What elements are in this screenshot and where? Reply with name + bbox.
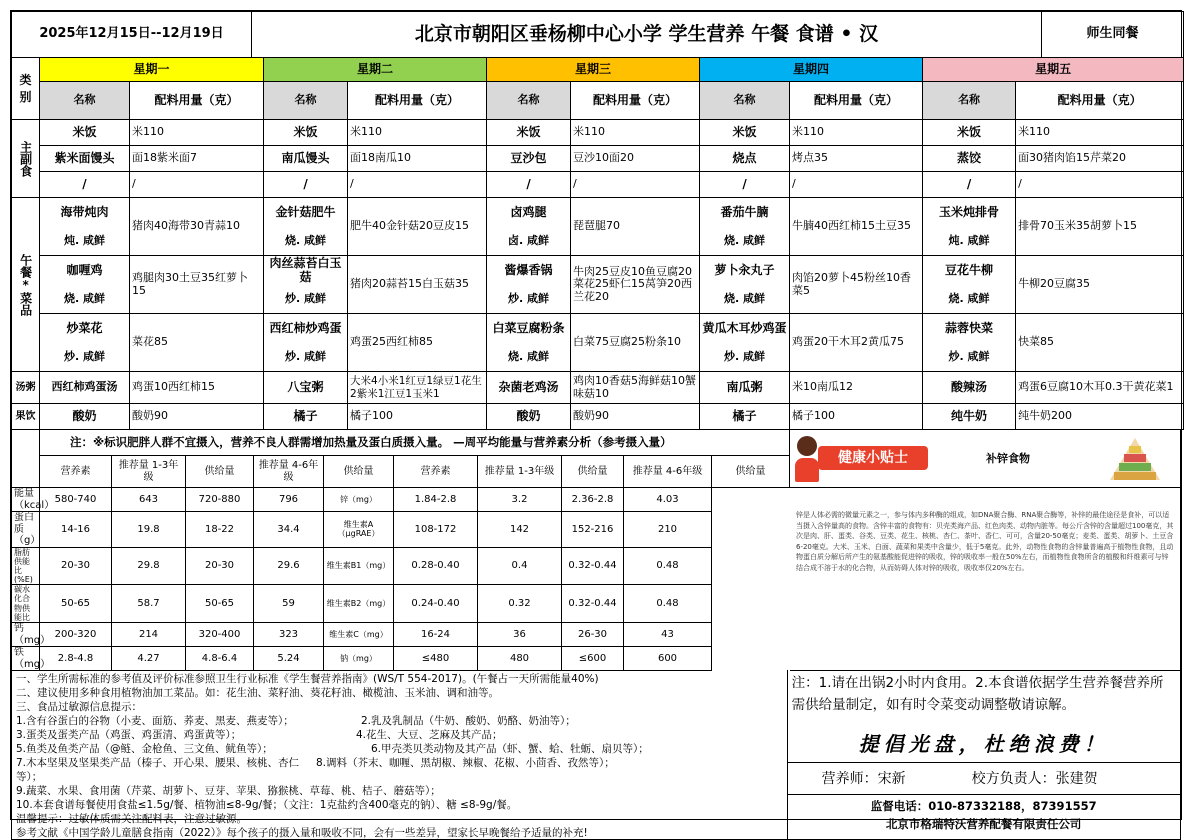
note-line: 10.本套食谱每餐使用食盐≤1.5g/餐、植物油≤8-9g/餐；（文注：1克盐约含400毫克的钠）、糖 ≤8-9g/餐。 [16, 799, 518, 811]
fruit-dish: 橘子 [264, 404, 348, 430]
remark-text: 注：1.请在出锅2小时内食用。2.本食谱依据学生营养餐营养所需供给量制定，如有时令菜变动调整敬请谅解。 [791, 675, 1164, 713]
nutrition-cell: 脂肪供能比(%E) [12, 547, 40, 585]
staple-ingredients: 烤点35 [790, 146, 923, 172]
nutrition-cell: 维生素B1（mg） [324, 547, 394, 585]
nutrition-cell: 20-30 [186, 547, 254, 585]
nutrition-header: 营养素 [394, 456, 478, 488]
dish-cell [40, 314, 130, 372]
nutrition-cell: 43 [624, 623, 712, 647]
staple-ingredients: / [1016, 172, 1184, 198]
nutrition-cell: 29.8 [112, 547, 186, 585]
dish-cell [40, 198, 130, 256]
nutrition-cell: 214 [112, 623, 186, 647]
nutrition-cell: ≤480 [394, 647, 478, 671]
nutrition-header: 供给量 [712, 456, 790, 488]
slogan: 提倡光盘，杜绝浪费！ [858, 732, 1109, 756]
dish-name: 白菜豆腐粉条 [492, 320, 565, 335]
staple-ingredients: 米110 [130, 120, 264, 146]
dish-method: 烧. 咸鲜 [724, 234, 766, 247]
dish-ingredients: 肥牛40金针菇20豆皮15 [348, 198, 487, 256]
nutrition-cell: 320-400 [186, 623, 254, 647]
fruit-dish: 纯牛奶 [923, 404, 1016, 430]
dish-name: 咖喱鸡 [66, 262, 103, 277]
day-thursday: 星期四 [700, 58, 923, 82]
nutrition-cell: 34.4 [254, 512, 324, 548]
dish-method: 烧. 咸鲜 [63, 292, 105, 305]
staple-dish: / [700, 172, 790, 198]
nutrition-header: 供给量 [562, 456, 624, 488]
dish-cell [264, 256, 348, 314]
nutrition-cell: 碳水化合物供能比 [12, 585, 40, 623]
tips-title: 补锌食物 [986, 452, 1030, 465]
nutrition-cell: 20-30 [40, 547, 112, 585]
nutrition-cell: 59 [254, 585, 324, 623]
nutrition-cell: 4.03 [624, 488, 712, 512]
nutrition-header: 供给量 [186, 456, 254, 488]
note-line: 7.木本坚果及坚果类产品（榛子、开心果、腰果、核桃、杏仁等）； [16, 757, 300, 783]
soup-dish: 西红柿鸡蛋汤 [40, 372, 130, 404]
staple-ingredients: / [130, 172, 264, 198]
fruit-ingredients: 纯牛奶200 [1016, 404, 1184, 430]
staple-dish: 南瓜馒头 [264, 146, 348, 172]
nutrition-cell: 1.84-2.8 [394, 488, 478, 512]
dish-ingredients: 牛柳20豆腐35 [1016, 256, 1184, 314]
company: 北京市格瑞特沃营养配餐有限责任公司 [885, 817, 1082, 831]
nutrition-cell: 720-880 [186, 488, 254, 512]
staple-dish: 米饭 [487, 120, 571, 146]
dietitian: 营养师：宋新 [821, 771, 906, 787]
note-line: 一、学生所需标准的参考值及评价标准参照卫生行业标准《学生餐营养指南》(WS/T 554-2017)。(午餐占一天所需能量40%) [16, 673, 599, 685]
divider [788, 794, 1180, 795]
food-pyramid-icon [1108, 436, 1162, 482]
dish-ingredients: 菜花85 [130, 314, 264, 372]
col-name: 名称 [700, 82, 790, 120]
dish-method: 炒. 咸鲜 [508, 292, 550, 305]
soup-dish: 八宝粥 [264, 372, 348, 404]
nutrition-section [11, 429, 1181, 671]
day-wednesday: 星期三 [487, 58, 700, 82]
dish-ingredients: 鸡蛋25西红柿85 [348, 314, 487, 372]
menu-sheet [10, 10, 1182, 839]
remark-panel [788, 670, 1181, 840]
note-line: 9.蔬菜、水果、食用菌（芹菜、胡萝卜、豆芽、苹果、猕猴桃、草莓、桃、桔子、蘑菇等）； [16, 785, 441, 797]
girl-icon [794, 436, 820, 482]
col-ingredients: 配料用量（克） [1016, 82, 1184, 120]
date-range: 2025年12月15日--12月19日 [12, 12, 252, 58]
nutrition-blank [12, 430, 40, 488]
fruit-ingredients: 酸奶90 [571, 404, 700, 430]
staple-dish: 米饭 [40, 120, 130, 146]
nutrition-cell: 796 [254, 488, 324, 512]
nutrition-header: 推荐量 1-3年级 [112, 456, 186, 488]
note-line: 参考文献《中国学龄儿童膳食指南（2022）》每个孩子的摄入量和吸收不同，会有一些差异，望家长早晚餐给予适量的补充! [16, 827, 588, 839]
dish-name: 肉丝蒜苔白玉菇 [269, 255, 342, 284]
dish-cell [923, 198, 1016, 256]
dish-ingredients: 猪肉40海带30青蒜10 [130, 198, 264, 256]
nutrition-cell: 50-65 [186, 585, 254, 623]
fruit-ingredients: 酸奶90 [130, 404, 264, 430]
dish-name: 卤鸡腿 [510, 204, 547, 219]
day-tuesday: 星期二 [264, 58, 487, 82]
staple-ingredients: / [348, 172, 487, 198]
staple-ingredients: 米110 [790, 120, 923, 146]
day-friday: 星期五 [923, 58, 1184, 82]
staple-ingredients: 面30猪肉馅15芹菜20 [1016, 146, 1184, 172]
dish-cell [700, 198, 790, 256]
hotline: 监督电话：010-87332188，87391557 [870, 799, 1097, 813]
header-right: 师生同餐 [1042, 12, 1184, 58]
dish-method: 炖. 咸鲜 [948, 234, 990, 247]
dish-cell [923, 314, 1016, 372]
school-lead: 校方负责人：张建贺 [971, 771, 1098, 787]
bottom-section [11, 670, 1181, 840]
staple-dish: 紫米面馒头 [40, 146, 130, 172]
nutrition-cell: 维生素A（μgRAE） [324, 512, 394, 548]
dish-cell [487, 198, 571, 256]
nutrition-cell: ≤600 [562, 647, 624, 671]
dish-name: 豆花牛柳 [945, 262, 994, 277]
dish-ingredients: 鸡蛋20干木耳2黄瓜75 [790, 314, 923, 372]
note-line: 2.乳及乳制品（牛奶、酸奶、奶酪、奶油等）； [361, 715, 576, 727]
nutrition-cell: 锌（mg） [324, 488, 394, 512]
nutrition-cell: 蛋白质（g） [12, 512, 40, 548]
nutrition-cell: 0.4 [478, 547, 562, 585]
staple-ingredients: 米110 [571, 120, 700, 146]
nutrition-cell: 0.48 [624, 547, 712, 585]
nutrition-cell: 2.8-4.8 [40, 647, 112, 671]
tips-label: 健康小贴士 [818, 446, 928, 470]
dish-cell [264, 314, 348, 372]
soup-dish: 杂菌老鸡汤 [487, 372, 571, 404]
soup-ingredients: 鸡蛋6豆腐10木耳0.3干黄花菜1 [1016, 372, 1184, 404]
nutrition-cell: 323 [254, 623, 324, 647]
dish-name: 蒜蓉快菜 [945, 320, 994, 335]
dish-cell [264, 198, 348, 256]
nutrition-cell: 19.8 [112, 512, 186, 548]
soup-ingredients: 鸡蛋10西红柿15 [130, 372, 264, 404]
divider [788, 762, 1180, 763]
nutrition-cell: 钠（mg） [324, 647, 394, 671]
nutrition-header: 推荐量 4-6年级 [254, 456, 324, 488]
fruit-dish: 酸奶 [487, 404, 571, 430]
header-table [11, 11, 1184, 58]
nutrition-cell: 4.27 [112, 647, 186, 671]
menu-table [11, 57, 1184, 430]
nutrition-header: 营养素 [40, 456, 112, 488]
category-fruit: 果饮 [12, 404, 40, 430]
dish-ingredients: 牛肉25豆皮10鱼豆腐20菜花25虾仁15莴笋20西兰花20 [571, 256, 700, 314]
soup-dish: 酸辣汤 [923, 372, 1016, 404]
nutrition-cell: 58.7 [112, 585, 186, 623]
dish-name: 金针菇肥牛 [275, 204, 336, 219]
dish-cell [40, 256, 130, 314]
staple-dish: / [40, 172, 130, 198]
nutrition-cell: 108-172 [394, 512, 478, 548]
dish-method: 炒. 咸鲜 [285, 350, 327, 363]
soup-ingredients: 鸡肉10香菇5海鲜菇10蟹味菇10 [571, 372, 700, 404]
nutrition-cell: 维生素B2（mg） [324, 585, 394, 623]
col-ingredients: 配料用量（克） [790, 82, 923, 120]
nutrition-cell: 200-320 [40, 623, 112, 647]
note-line: 二、建议使用多种食用植物油加工菜品。如：花生油、菜籽油、葵花籽油、橄榄油、玉米油、调和油等。 [16, 687, 499, 699]
category-soup: 汤粥 [12, 372, 40, 404]
nutrition-cell: 0.28-0.40 [394, 547, 478, 585]
dish-ingredients: 白菜75豆腐25粉条10 [571, 314, 700, 372]
nutrition-cell: 4.8-6.4 [186, 647, 254, 671]
soup-ingredients: 大米4小米1红豆1绿豆1花生2紫米1江豆1玉米1 [348, 372, 487, 404]
dish-ingredients: 猪肉20蒜苔15白玉菇35 [348, 256, 487, 314]
note-line: 1.含有谷蛋白的谷物（小麦、面筋、荞麦、黑麦、燕麦等）； [16, 715, 294, 727]
soup-ingredients: 米10南瓜12 [790, 372, 923, 404]
staple-ingredients: 米110 [1016, 120, 1184, 146]
nutrition-cell: 580-740 [40, 488, 112, 512]
nutrition-cell: 0.32-0.44 [562, 547, 624, 585]
col-name: 名称 [487, 82, 571, 120]
dish-name: 海带炖肉 [60, 204, 109, 219]
note-line: 6.甲壳类贝类动物及其产品（虾、蟹、蛤、牡蛎、扇贝等）； [371, 743, 649, 755]
category-dishes: 午餐*菜品 [12, 198, 40, 372]
dish-method: 炒. 咸鲜 [948, 350, 990, 363]
dish-ingredients: 肉馅20萝卜45粉丝10香菜5 [790, 256, 923, 314]
staple-ingredients: / [790, 172, 923, 198]
note-line: 4.花生、大豆、芝麻及其产品； [356, 729, 503, 741]
nutrition-cell: 643 [112, 488, 186, 512]
dish-ingredients: 琵琶腿70 [571, 198, 700, 256]
col-ingredients: 配料用量（克） [130, 82, 264, 120]
staple-ingredients: 米110 [348, 120, 487, 146]
fruit-dish: 橘子 [700, 404, 790, 430]
dish-name: 玉米炖排骨 [939, 204, 1000, 219]
dish-method: 烧. 咸鲜 [508, 350, 550, 363]
note-line: 3.蛋类及蛋类产品（鸡蛋、鸡蛋清、鸡蛋黄等）； [16, 729, 242, 741]
dish-name: 炒菜花 [66, 320, 103, 335]
note-line: 温馨提示：过敏体质需关注配料表，注意过敏源。 [16, 813, 247, 825]
dish-cell [700, 256, 790, 314]
dish-ingredients: 快菜85 [1016, 314, 1184, 372]
col-name: 名称 [264, 82, 348, 120]
dish-method: 炒. 咸鲜 [63, 350, 105, 363]
nutrition-cell: 16-24 [394, 623, 478, 647]
dish-ingredients: 排骨70玉米35胡萝卜15 [1016, 198, 1184, 256]
nutrition-cell: 0.48 [624, 585, 712, 623]
nutrition-header: 推荐量 4-6年级 [624, 456, 712, 488]
dish-method: 炒. 咸鲜 [724, 350, 766, 363]
col-ingredients: 配料用量（克） [348, 82, 487, 120]
notes-panel [11, 670, 788, 840]
category-header: 类别 [12, 58, 40, 120]
nutrition-cell: 钙（mg） [12, 623, 40, 647]
nutrition-cell: 0.32-0.44 [562, 585, 624, 623]
fruit-ingredients: 橘子100 [348, 404, 487, 430]
col-ingredients: 配料用量（克） [571, 82, 700, 120]
col-name: 名称 [40, 82, 130, 120]
page-title: 北京市朝阳区垂杨柳中心小学 学生营养 午餐 食谱 • 汉 [252, 12, 1042, 58]
staple-dish: 米饭 [264, 120, 348, 146]
dish-name: 西红柿炒鸡蛋 [269, 320, 342, 335]
dish-method: 烧. 咸鲜 [285, 234, 327, 247]
nutrition-note: 注：※标识肥胖人群不宜摄入，营养不良人群需增加热量及蛋白质摄入量。 —周平均能量与营养素分析（参考摄入量） [40, 430, 790, 456]
nutrition-cell: 50-65 [40, 585, 112, 623]
dish-cell [487, 314, 571, 372]
nutrition-cell: 14-16 [40, 512, 112, 548]
dish-method: 炖. 咸鲜 [63, 234, 105, 247]
dish-method: 炒. 咸鲜 [285, 292, 327, 305]
staple-dish: 米饭 [923, 120, 1016, 146]
note-line: 三、食品过敏源信息提示： [16, 701, 142, 713]
nutrition-cell: 维生素C（mg） [324, 623, 394, 647]
staple-ingredients: / [571, 172, 700, 198]
nutrition-cell: 5.24 [254, 647, 324, 671]
dish-name: 黄瓜木耳炒鸡蛋 [702, 320, 787, 335]
fruit-dish: 酸奶 [40, 404, 130, 430]
nutrition-cell: 2.36-2.8 [562, 488, 624, 512]
nutrition-cell: 能量（kcal） [12, 488, 40, 512]
category-staple: 主副食 [12, 120, 40, 198]
dish-name: 酱爆香锅 [504, 262, 553, 277]
staple-dish: / [923, 172, 1016, 198]
dish-ingredients: 牛腩40西红柿15土豆35 [790, 198, 923, 256]
soup-dish: 南瓜粥 [700, 372, 790, 404]
nutrition-cell: 600 [624, 647, 712, 671]
staple-dish: 豆沙包 [487, 146, 571, 172]
dish-cell [923, 256, 1016, 314]
nutrition-cell: 480 [478, 647, 562, 671]
nutrition-cell: 18-22 [186, 512, 254, 548]
staple-ingredients: 豆沙10面20 [571, 146, 700, 172]
dish-name: 萝卜汆丸子 [714, 262, 775, 277]
nutrition-cell: 3.2 [478, 488, 562, 512]
tips-text: 锌是人体必需的微量元素之一，参与体内多种酶的组成，如DNA聚合酶、RNA聚合酶等，补锌的最佳途径是食补，可以适当摄入含锌量高的食物。含锌丰富的食物有：贝壳类海产品、红色肉类、动物内脏等。每公斤含锌的含量超过100毫克，其次是肉、肝、蛋类、谷类、豆类、花生、核桃、杏仁、茶叶、香仁、可可，含量20-50毫克；麦类、蛋类、胡萝卜、土豆含6-20毫克。大米、玉米、白面、蔬菜和果类中含量少，低于5毫克。此外，动物性食物的含锌量普遍高于植物性食物，且动物蛋白质分解后所产生的氨基酸能促进锌的吸收，锌的吸收率一般在50%左右，而植物性食物所含的植酸和纤维素可与锌结合成不溶于水的化合物，从而妨碍人体对锌的吸收，吸收率仅20%左右。 [796, 511, 1174, 572]
col-name: 名称 [923, 82, 1016, 120]
nutrition-cell: 26-30 [562, 623, 624, 647]
fruit-ingredients: 橘子100 [790, 404, 923, 430]
staple-dish: 米饭 [700, 120, 790, 146]
dish-ingredients: 鸡腿肉30土豆35红萝卜15 [130, 256, 264, 314]
nutrition-cell: 142 [478, 512, 562, 548]
dish-method: 卤. 咸鲜 [508, 234, 550, 247]
staple-dish: 烧点 [700, 146, 790, 172]
day-monday: 星期一 [40, 58, 264, 82]
nutrition-cell: 0.32 [478, 585, 562, 623]
nutrition-cell: 铁（mg） [12, 647, 40, 671]
tips-header [790, 430, 1180, 488]
nutrition-cell: 29.6 [254, 547, 324, 585]
staple-ingredients: 面18紫米面7 [130, 146, 264, 172]
nutrition-header: 供给量 [324, 456, 394, 488]
dish-method: 烧. 咸鲜 [948, 292, 990, 305]
nutrition-cell: 0.24-0.40 [394, 585, 478, 623]
tips-panel [790, 429, 1181, 671]
nutrition-header: 推荐量 1-3年级 [478, 456, 562, 488]
nutrition-cell: 152-216 [562, 512, 624, 548]
staple-dish: / [487, 172, 571, 198]
dish-cell [487, 256, 571, 314]
nutrition-table [11, 429, 790, 671]
dish-cell [700, 314, 790, 372]
nutrition-cell: 210 [624, 512, 712, 548]
nutrition-cell: 36 [478, 623, 562, 647]
staple-ingredients: 面18南瓜10 [348, 146, 487, 172]
dish-method: 烧. 咸鲜 [724, 292, 766, 305]
note-line: 8.调料（芥末、咖喱、黑胡椒、辣椒、花椒、小茴香、孜然等）； [316, 757, 615, 769]
staple-dish: / [264, 172, 348, 198]
dish-name: 番茄牛腩 [720, 204, 769, 219]
note-line: 5.鱼类及鱼类产品（@鲢、金枪鱼、三文鱼、鱿鱼等）； [16, 743, 273, 755]
staple-dish: 蒸饺 [923, 146, 1016, 172]
